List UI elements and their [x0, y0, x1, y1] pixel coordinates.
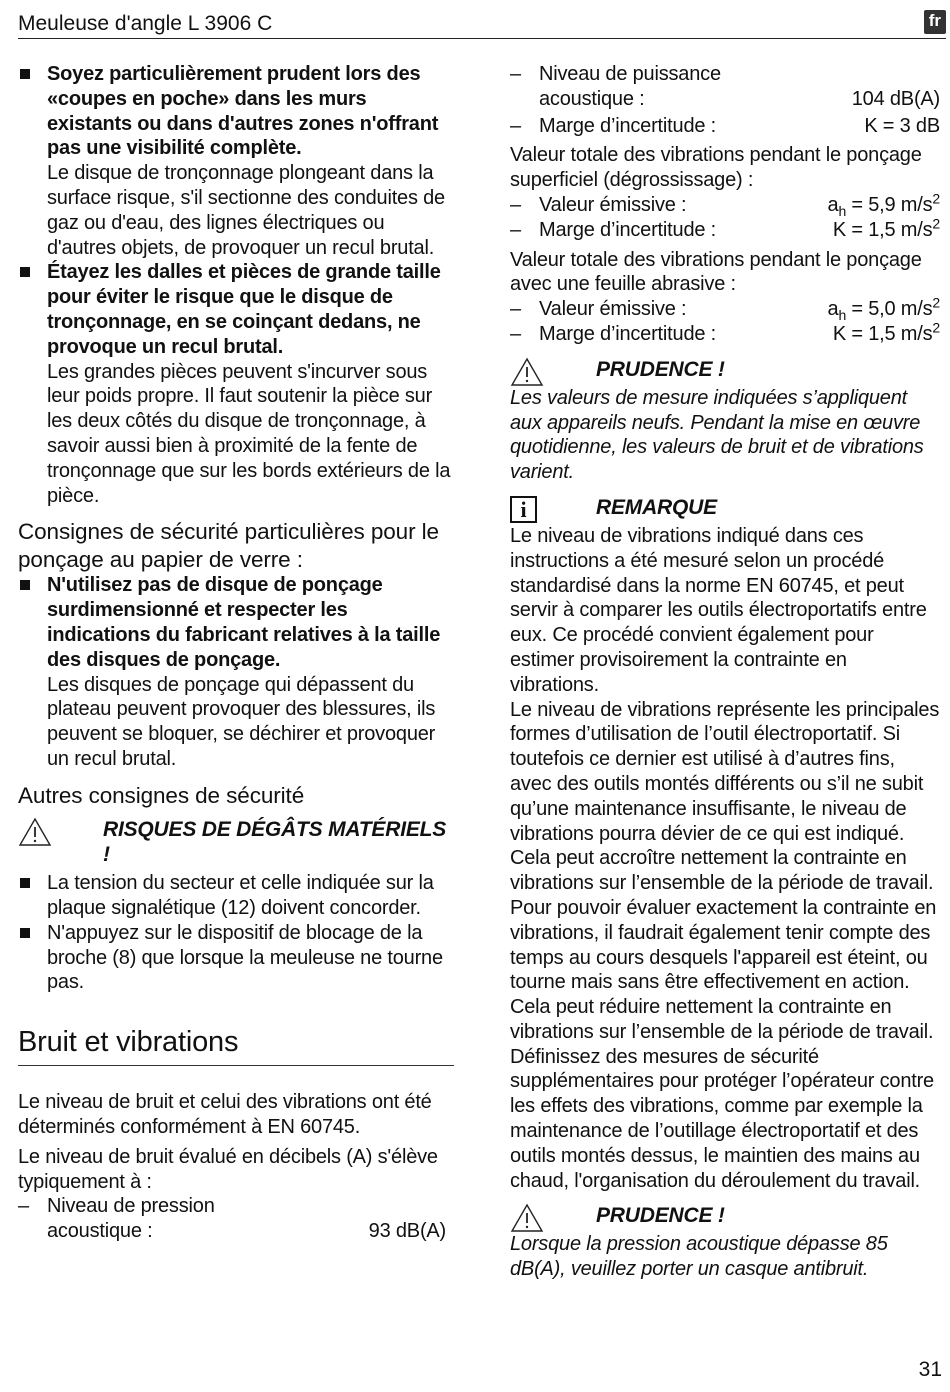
- heading-noise-vibration: Bruit et vibrations: [18, 1025, 454, 1066]
- dash-mark: –: [510, 63, 521, 85]
- item-label: Niveau de pression: [47, 1195, 215, 1218]
- bullet-bold-text: N'utilisez pas de disque de ponçage surdimensionné et respecter les indications du fabricant relatives à la taille des disques de ponçage.: [47, 574, 441, 671]
- paragraph-vib-surface: Valeur totale des vibrations pendant le ponçage superficiel (dégrossissage) :: [510, 144, 922, 192]
- remark-paragraph: Le niveau de vibrations représente les principales formes d’utilisation de l’outil électroportatif. Si toutefois ce dernier est utilisé à d’autres fins, avec des outils montés différents ou s’il ne subit qu’une maintenance insuffisante, le niveau de vibrations pourra dévier de ce qui est indiqué. Cela peut accroître nettement la contrainte en vibrations sur l’ensemble de la période de travail. Pour pouvoir évaluer exactement la contrainte en vibrations, il faudrait également tenir compte des temps au cours desquels l'appareil est éteint, ou tourne mais sans être effectivement en action.: [510, 698, 940, 994]
- item-label: Niveau de puissance: [539, 63, 721, 85]
- page-number: 31: [918, 1358, 942, 1381]
- warning-title: RISQUES DE DÉGÂTS MATÉRIELS !: [103, 818, 447, 867]
- bullet-text: La tension du secteur et celle indiquée sur la plaque signalétique (12) doivent concorder.: [47, 872, 434, 920]
- info-icon: i: [510, 496, 537, 523]
- item-label: acoustique :: [539, 87, 645, 110]
- bullet-spindle-lock: [18, 921, 454, 995]
- caution-text: Les valeurs de mesure indiquées s’appliquent aux appareils neufs. Pendant la mise en œuvre quotidienne, les valeurs de bruit et de vibrations varient.: [510, 386, 924, 484]
- bullet-text: Le disque de tronçonnage plongeant dans la surface risque, s'il sectionne des conduites de gaz ou d'eau, des lignes électriques ou d'autres objets, de provoquer un recul brutal.: [47, 162, 445, 259]
- caution-title: PRUDENCE !: [596, 357, 725, 381]
- bullet-text: Les grandes pièces peuvent s'incurver sous leur poids propre. Il faut soutenir la pièce sur les deux côtés du disque de tronçonnage, à savoir aussi bien à proximité de la fente de tronçonnage que sur les bords extérieurs de la pièce.: [47, 360, 451, 507]
- page-header: [18, 10, 946, 39]
- item-emission-1: [510, 190, 940, 219]
- paragraph-determined: Le niveau de bruit et celui des vibrations ont été déterminés conformément à EN 60745.: [18, 1091, 432, 1138]
- item-uncertainty-1: [510, 215, 940, 243]
- bullet-sanding-discs: [18, 573, 454, 771]
- heading-sanding: Consignes de sécurité particulières pour le ponçage au papier de verre :: [18, 519, 439, 572]
- caution-noise: [510, 1203, 940, 1228]
- header-title: Meuleuse d'angle L 3906 C: [18, 12, 273, 35]
- dash-mark: –: [510, 322, 521, 345]
- bullet-square-icon: [20, 928, 30, 938]
- item-uncertainty: [510, 114, 940, 139]
- item-label: Marge d’incertitude :: [539, 218, 717, 241]
- left-column: [18, 62, 454, 1244]
- dash-mark: –: [510, 193, 521, 216]
- item-value: 93 dB(A): [368, 1220, 446, 1243]
- warning-triangle-icon: [18, 817, 52, 847]
- bullet-square-icon: [20, 580, 30, 590]
- item-label: acoustique :: [47, 1220, 153, 1243]
- caution-text: Lorsque la pression acoustique dépasse 85 dB(A), veuillez porter un casque antibruit.: [510, 1233, 888, 1281]
- item-sound-pressure: [18, 1194, 454, 1244]
- right-column: [510, 62, 940, 1282]
- warning-material-damage: [18, 817, 454, 867]
- item-emission-2: [510, 294, 940, 324]
- warning-triangle-icon: [510, 1203, 544, 1233]
- heading-other-safety: Autres consignes de sécurité: [18, 782, 305, 808]
- bullet-bold-text: Étayez les dalles et pièces de grande taille pour éviter le risque que le disque de tronçonnage, en se coinçant dedans, ne provoque un recul brutal.: [47, 261, 441, 358]
- item-value: $a_h = 5,9$ $m/s^2$: [827, 190, 940, 219]
- bullet-text: N'appuyez sur le dispositif de blocage de la broche (8) que lorsque la meuleuse ne tourne pas.: [47, 921, 443, 994]
- bullet-square-icon: [20, 69, 30, 79]
- remark-paragraph: Le niveau de vibrations indiqué dans ces instructions a été mesuré selon un procédé standardisé dans la norme EN 60745, et peut servir à comparer les outils électroportatifs entre eux. Ce procédé convient également pour estimer provisoirement la contrainte en vibrations.: [510, 524, 927, 696]
- item-label: Marge d’incertitude :: [539, 114, 717, 137]
- item-value: 104 dB(A): [851, 87, 940, 110]
- dash-mark: –: [510, 298, 521, 321]
- item-label: Marge d’incertitude :: [539, 322, 717, 345]
- warning-triangle-icon: [510, 357, 544, 387]
- language-badge: fr: [924, 10, 946, 34]
- paragraph-vib-abrasive: Valeur totale des vibrations pendant le ponçage avec une feuille abrasive :: [510, 248, 922, 296]
- item-label: Valeur émissive :: [539, 298, 687, 321]
- item-sound-power: [510, 62, 940, 112]
- remark-block: [510, 495, 940, 520]
- bullet-voltage: [18, 871, 454, 921]
- item-label: Valeur émissive :: [539, 193, 687, 216]
- bullet-bold-text: Soyez particulièrement prudent lors des «coupes en poche» dans les murs existants ou dans d'autres zones n'offrant pas une visibilité complète.: [47, 63, 439, 160]
- item-value: K = 1,5 $m/s^2$: [832, 319, 940, 345]
- bullet-pocket-cuts: [18, 62, 454, 260]
- paragraph-noise-level: Le niveau de bruit évalué en décibels (A) s'élève typiquement à :: [18, 1145, 438, 1193]
- bullet-text: Les disques de ponçage qui dépassent du plateau peuvent provoquer des blessures, ils peuvent se bloquer, se déchirer et provoquer un recul brutal.: [47, 673, 436, 770]
- dash-mark: –: [18, 1195, 29, 1218]
- caution-title: PRUDENCE !: [596, 1204, 725, 1228]
- dash-mark: –: [510, 218, 521, 241]
- item-value: $a_h = 5,0$ $m/s^2$: [827, 294, 940, 324]
- caution-measurements: [510, 357, 940, 382]
- item-value: K = 1,5 $m/s^2$: [832, 215, 940, 241]
- remark-title: REMARQUE: [596, 495, 717, 519]
- item-uncertainty-2: [510, 319, 940, 347]
- dash-mark: –: [510, 114, 521, 137]
- remark-paragraph: Cela peut réduire nettement la contrainte en vibrations sur l’ensemble de la période de travail. Définissez des mesures de sécurité supplémentaires pour protéger l’opérateur contre les effets des vibrations, comme par exemple la maintenance de l’outillage électroportatif et des outils montés dessus, le maintien des mains au chaud, l'organisation du déroulement du travail.: [510, 996, 934, 1192]
- bullet-square-icon: [20, 267, 30, 277]
- bullet-square-icon: [20, 878, 30, 888]
- item-value: K = 3 dB: [864, 114, 940, 137]
- bullet-support-slabs: [18, 260, 454, 508]
